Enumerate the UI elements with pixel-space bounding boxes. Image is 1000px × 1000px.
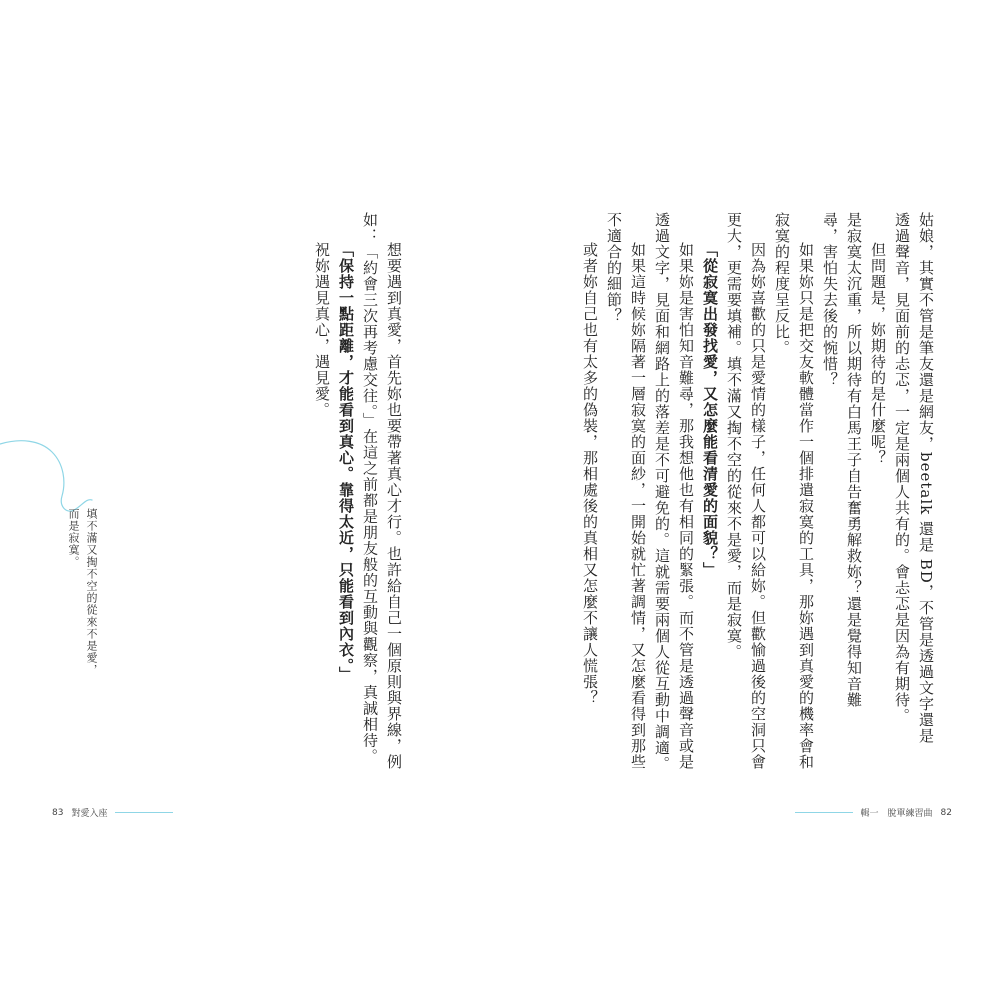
left-page-paragraph: 如：「約會三次再考慮交往。」在這之前都是朋友般的互動與觀察，真誠相待。 <box>361 212 379 765</box>
right-page-paragraph: 「從寂寞出發找愛，又怎麼能看清愛的面貌？」 <box>701 242 719 578</box>
footer-rule-left <box>115 812 173 813</box>
right-page-paragraph: 但問題是，妳期待的是什麼呢？ <box>869 242 887 466</box>
right-page-paragraph: 姑娘，其實不管是筆友還是網友，beetalk 還是 BD，不管是透過文字還是 <box>917 212 935 744</box>
sidebar-quote <box>60 508 100 676</box>
sidebar-quote-line-2: 而是寂寞。 <box>67 508 80 568</box>
right-page-paragraph: 不適合的細節？ <box>605 212 623 324</box>
right-page-paragraph: 尋，害怕失去後的惋惜？ <box>821 212 839 388</box>
footer-left <box>52 806 173 819</box>
right-page-paragraph: 如果妳只是把交友軟體當作一個排遣寂寞的工具，那妳遇到真愛的機率會和 <box>797 242 815 770</box>
right-page-paragraph: 透過聲音，見面前的忐忑，一定是兩個人共有的。會忐忑是因為有期待。 <box>893 212 911 724</box>
right-page-paragraph: 或者妳自己也有太多的偽裝，那相處後的真相又怎麼不讓人慌張？ <box>581 242 599 706</box>
right-page-paragraph: 如果這時候妳隔著一層寂寞的面紗，一開始就忙著調情，又怎麼看得到那些 <box>629 242 647 770</box>
right-page-paragraph: 是寂寞太沉重，所以期待有白馬王子自告奮勇解救妳？還是覺得知音難 <box>845 212 863 708</box>
left-page-paragraph: 「保持一點距離，才能看到真心。靠得太近，只能看到內衣。」 <box>337 242 355 683</box>
right-page-paragraph: 更大，更需要填補。填不滿又掏不空的從來不是愛，而是寂寞。 <box>725 212 743 660</box>
right-page-body <box>581 212 938 772</box>
left-page-body <box>288 212 406 770</box>
swirl-decoration <box>0 430 110 520</box>
chapter-title: 輯一 脫單練習曲 <box>860 809 933 819</box>
right-page-paragraph: 如果妳是害怕知音難尋，那我想他也有相同的緊張。而不管是透過聲音或是 <box>677 242 695 770</box>
right-page-paragraph: 因為妳喜歡的只是愛情的樣子，任何人都可以給妳。但歡愉過後的空洞只會 <box>749 242 767 770</box>
footer-rule-right <box>795 812 853 813</box>
book-title: 對愛入座 <box>71 809 108 819</box>
right-page-paragraph: 透過文字，見面和網路上的落差是不可避免的。這就需要兩個人從互動中調適。 <box>653 212 671 772</box>
right-page-paragraph: 寂寞的程度呈反比。 <box>773 212 791 356</box>
page-number-left: 83 <box>52 807 64 818</box>
sidebar-quote-line-1: 填不滿又掏不空的從來不是愛， <box>85 508 98 676</box>
left-page-paragraph: 祝妳遇見真心，遇見愛。 <box>313 242 331 418</box>
page-number-right: 82 <box>940 807 952 818</box>
left-page-paragraph: 想要遇到真愛，首先妳也要帶著真心才行。也許給自己一個原則與界線，例 <box>385 242 403 770</box>
footer-right <box>795 806 952 819</box>
